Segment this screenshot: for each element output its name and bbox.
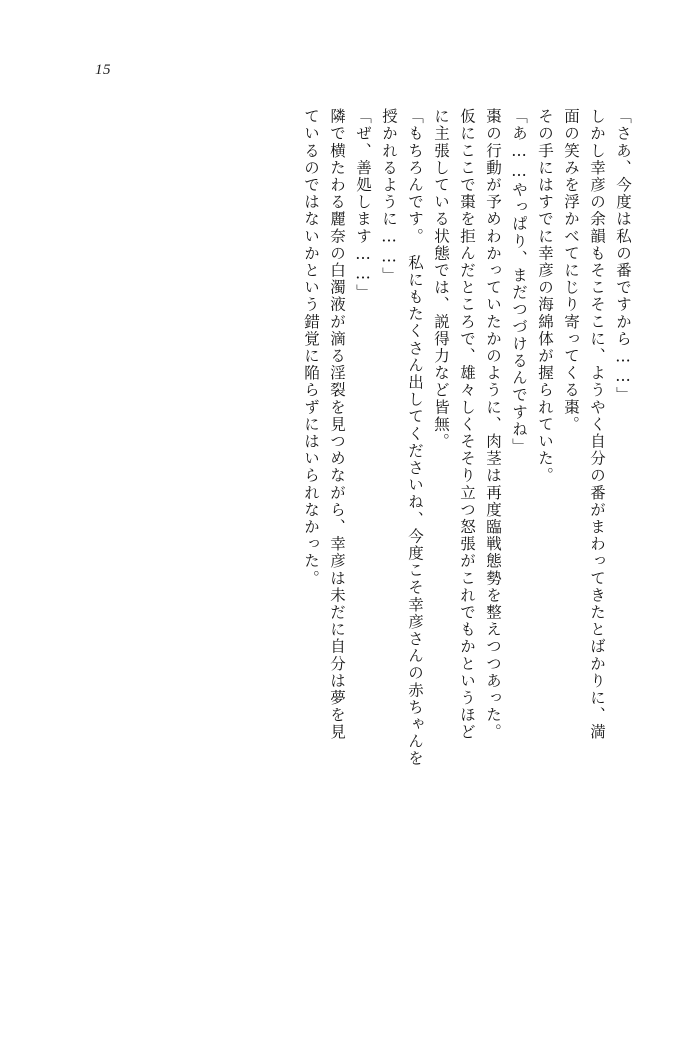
text-column: 「さあ、今度は私の番ですから……」: [614, 108, 632, 404]
text-column: 棗の行動が予めわかっていたかのように、肉茎は再度臨戦態勢を整えつつあった。: [484, 108, 502, 741]
text-column: 仮にここで棗を拒んだところで、雄々しくそそり立つ怒張がこれでもかというほど: [458, 108, 476, 741]
text-column: 「あ……やっぱり、まだつづけるんですね」: [510, 108, 528, 455]
text-column: ているのではないかという錯覚に陥らずにはいられなかった。: [302, 108, 320, 587]
page-number: 15: [95, 62, 111, 78]
text-column: しかし幸彦の余韻もそこそこに、ようやく自分の番がまわってきたとばかりに、満: [588, 108, 606, 741]
vertical-text-block: [180, 108, 630, 988]
text-column: 「もちろんです。 私にもたくさん出してくださいね、今度こそ幸彦さんの赤ちゃんを: [406, 108, 424, 768]
text-column: に主張している状態では、説得力など皆無。: [432, 108, 450, 450]
text-column: その手にはすでに幸彦の海綿体が握られていた。: [536, 108, 554, 485]
text-column: 面の笑みを浮かべてにじり寄ってくる棗。: [562, 108, 580, 433]
text-column: 授かれるように……」: [380, 108, 398, 284]
text-column: 隣で横たわる麗奈の白濁液が滴る淫裂を見つめながら、幸彦は未だに自分は夢を見: [328, 108, 346, 741]
text-column: 「ぜ、善処します……」: [354, 108, 372, 302]
